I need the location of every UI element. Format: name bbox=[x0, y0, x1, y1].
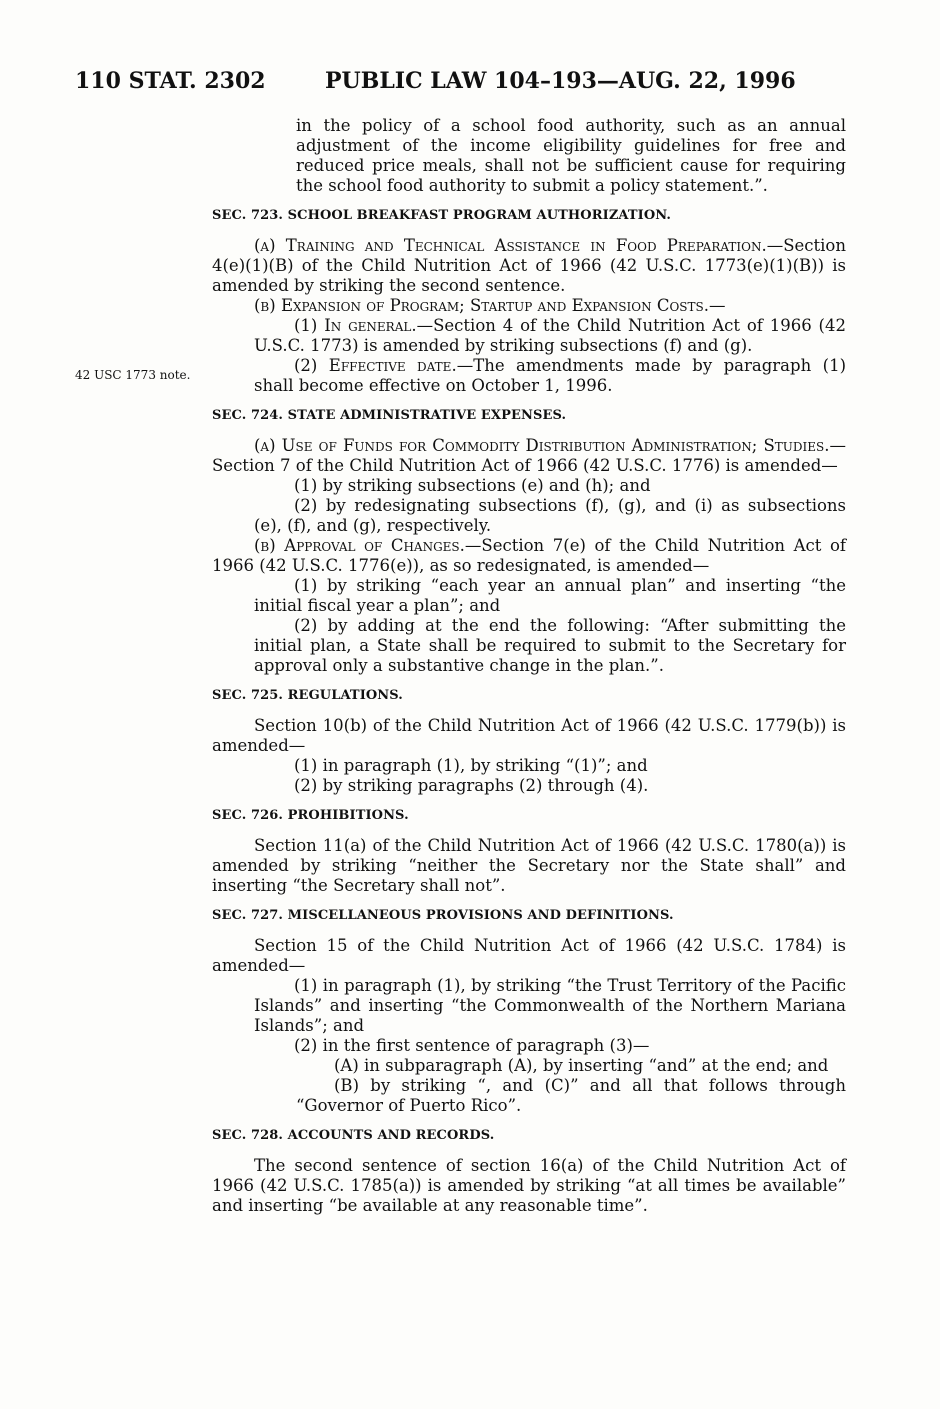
sec-723-a-label: (a) Training and Technical Assistance in Food Preparation. bbox=[254, 236, 767, 255]
sec-724-b bbox=[212, 536, 846, 576]
sec-724-a1: (1) by striking subsections (e) and (h); and bbox=[294, 476, 651, 495]
sec-725-p1: (1) in paragraph (1), by striking “(1)”; and bbox=[294, 756, 648, 775]
sec-724-a-text: —Section 7 of the Child Nutrition Act of 1966 (42 U.S.C. 1776) is amended— bbox=[212, 436, 846, 475]
body-text bbox=[212, 116, 846, 1216]
sec-723-b bbox=[212, 296, 846, 316]
sec-725-p2: (2) by striking paragraphs (2) through (4). bbox=[294, 776, 649, 795]
sec-723-b2-label: (2) Effective date. bbox=[294, 356, 457, 375]
sec-727-pA: (A) in subparagraph (A), by inserting “and” at the end; and bbox=[334, 1056, 829, 1075]
sec-724-b1: (1) by striking “each year an annual plan” and inserting “the initial fiscal year a plan”; and bbox=[254, 576, 846, 615]
sec-724-a bbox=[212, 436, 846, 476]
sec-724-b2: (2) by adding at the end the following: “After submitting the initial plan, a State shall be required to submit to the Secretary for approval only a substantive change in the plan.”. bbox=[254, 616, 846, 675]
sec-727-heading: SEC. 727. MISCELLANEOUS PROVISIONS AND DEFINITIONS. bbox=[212, 908, 674, 923]
sec-725-text: Section 10(b) of the Child Nutrition Act of 1966 (42 U.S.C. 1779(b)) is amended— bbox=[212, 716, 846, 755]
sec-727-text: Section 15 of the Child Nutrition Act of 1966 (42 U.S.C. 1784) is amended— bbox=[212, 936, 846, 975]
sec-723-heading: SEC. 723. SCHOOL BREAKFAST PROGRAM AUTHORIZATION. bbox=[212, 208, 672, 223]
sec-727-p2: (2) in the first sentence of paragraph (3)— bbox=[294, 1036, 650, 1055]
sec-723-a-text: —Section 4(e)(1)(B) of the Child Nutrition Act of 1966 (42 U.S.C. 1773(e)(1)(B)) is amended by striking the second sentence. bbox=[212, 236, 846, 295]
sec-723-b1-text: —Section 4 of the Child Nutrition Act of 1966 (42 U.S.C. 1773) is amended by striking subsections (f) and (g). bbox=[254, 316, 846, 355]
sec-724-a2: (2) by redesignating subsections (f), (g), and (i) as subsections (e), (f), and (g), respectively. bbox=[254, 496, 846, 535]
sec-724-heading: SEC. 724. STATE ADMINISTRATIVE EXPENSES. bbox=[212, 408, 567, 423]
law-citation: PUBLIC LAW 104–193—AUG. 22, 1996 bbox=[325, 68, 796, 94]
sec-727-p1: (1) in paragraph (1), by striking “the Trust Territory of the Pacific Islands” and inserting “the Commonwealth of the Northern Mariana Islands”; and bbox=[254, 976, 846, 1035]
sec-723-a bbox=[212, 236, 846, 296]
sec-726-text: Section 11(a) of the Child Nutrition Act of 1966 (42 U.S.C. 1780(a)) is amended by striking “neither the Secretary nor the State shall” and inserting “the Secretary shall not”. bbox=[212, 836, 846, 895]
sec-725-heading: SEC. 725. REGULATIONS. bbox=[212, 688, 403, 703]
sec-724-b-text: —Section 7(e) of the Child Nutrition Act of 1966 (42 U.S.C. 1776(e)), as so redesignated, is amended— bbox=[212, 536, 847, 575]
sec-723-b2-text: —The amendments made by paragraph (1) shall become effective on October 1, 1996. bbox=[254, 356, 847, 395]
sec-727-pB: (B) by striking “, and (C)” and all that follows through “Governor of Puerto Rico”. bbox=[296, 1076, 846, 1115]
sec-723-b2 bbox=[212, 356, 846, 396]
continuation-paragraph: in the policy of a school food authority, such as an annual adjustment of the income eligibility guidelines for free and reduced price meals, shall not be sufficient cause for requiring the school food authority to submit a policy statement.”. bbox=[296, 116, 846, 195]
sec-723-b-label: (b) Expansion of Program; Startup and Expansion Costs. bbox=[254, 296, 710, 315]
sec-724-a-label: (a) Use of Funds for Commodity Distribution Administration; Studies. bbox=[254, 436, 830, 455]
sec-728-heading: SEC. 728. ACCOUNTS AND RECORDS. bbox=[212, 1128, 495, 1143]
sec-723-b-text: — bbox=[709, 296, 726, 315]
sec-723-b1 bbox=[212, 316, 846, 356]
stat-page-number: 110 STAT. 2302 bbox=[75, 68, 266, 94]
sec-723-b1-label: (1) In general. bbox=[294, 316, 417, 335]
sec-726-heading: SEC. 726. PROHIBITIONS. bbox=[212, 808, 409, 823]
sec-728-text: The second sentence of section 16(a) of the Child Nutrition Act of 1966 (42 U.S.C. 1785(a)) is amended by striking “at all times be available” and inserting “be available at any reasonable time”. bbox=[212, 1156, 846, 1215]
margin-note: 42 USC 1773 note. bbox=[75, 368, 191, 382]
sec-724-b-label: (b) Approval of Changes. bbox=[254, 536, 465, 555]
